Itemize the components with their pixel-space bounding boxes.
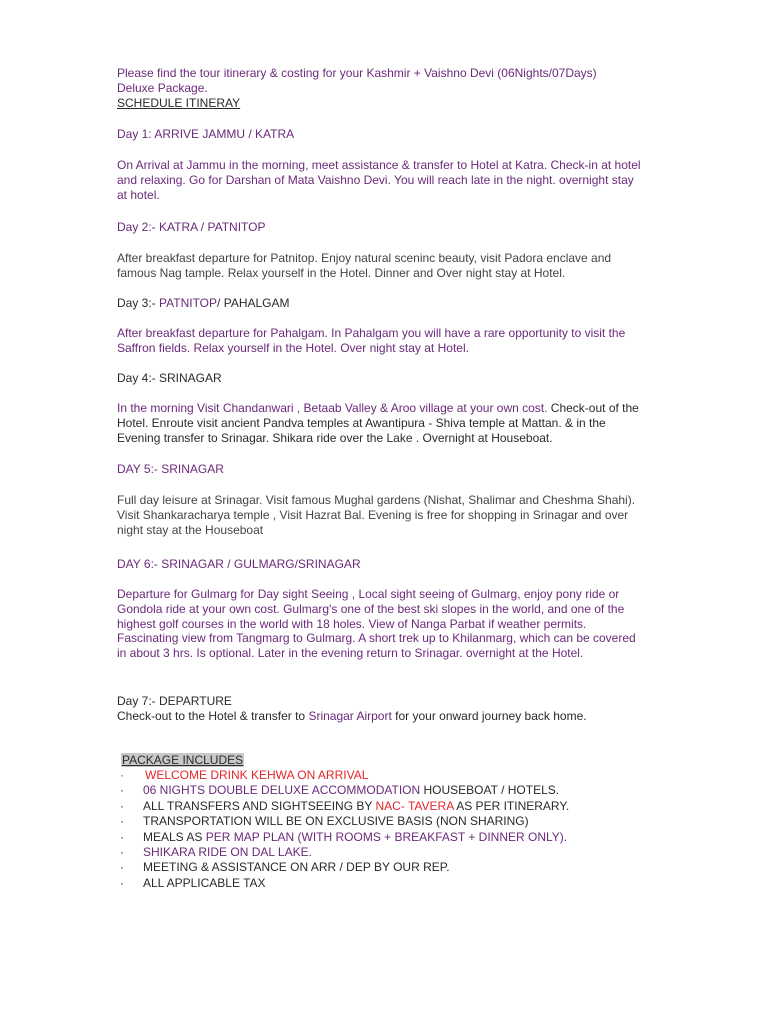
day-4-title: Day 4:- SRINAGAR — [117, 371, 222, 385]
day-4-desc-part-2: Check-out of the Hotel. Enroute visit ancient Pandva temples at Awantipura - Shiva temple at Mattan. & in the Evening transfer to Srinagar. Shikara ride over the Lake . Overnight at Houseboat. — [117, 401, 639, 445]
list-item — [117, 860, 677, 875]
list-item — [117, 783, 677, 798]
day-3-title — [117, 296, 647, 311]
bullet: · — [120, 783, 124, 798]
package-includes-list — [117, 768, 677, 891]
bullet: · — [120, 844, 124, 859]
list-item — [117, 768, 677, 783]
intro-line-1: Please find the tour itinerary & costing for your Kashmir + Vaishno Devi (06Nights/07Days) — [117, 66, 597, 80]
bullet: · — [120, 860, 124, 875]
day-1-description: On Arrival at Jammu in the morning, meet assistance & transfer to Hotel at Katra. Check-in at hotel and relaxing. Go for Darshan of Mata Vaishno Devi. You will reach late in the night. overnight stay at hotel. — [117, 158, 641, 202]
day-7-desc-part-1: Check-out to the Hotel & transfer to — [117, 709, 309, 723]
intro-line-2: Deluxe Package. — [117, 80, 208, 95]
day-6-title: DAY 6:- SRINAGAR / GULMARG/SRINAGAR — [117, 557, 361, 571]
include-accommodation: 06 NIGHTS DOUBLE DELUXE ACCOMMODATION — [143, 783, 421, 798]
day-7-description — [117, 709, 647, 724]
day-7-airport: Srinagar Airport — [308, 709, 392, 723]
bullet: · — [120, 814, 124, 829]
day-4-desc-part-1: In the morning Visit Chandanwari , Betaab Valley & Aroo village at your own cost. — [117, 401, 551, 415]
day-3-separator: / — [217, 296, 224, 310]
list-item — [117, 830, 677, 845]
day-7-title: Day 7:- DEPARTURE — [117, 694, 232, 708]
bullet: · — [120, 829, 124, 844]
day-4-description — [117, 401, 647, 445]
day-5-description: Full day leisure at Srinagar. Visit famous Mughal gardens (Nishat, Shalimar and Cheshma Shahi). Visit Shankaracharya temple , Visit Hazrat Bal. Evening is free for shopping in Srinagar and over night stay at the Houseboat — [117, 493, 636, 537]
include-shikara: SHIKARA RIDE ON DAL LAKE. — [143, 844, 312, 859]
list-item — [117, 799, 677, 814]
bullet: · — [120, 768, 124, 782]
day-3-place-2: PAHALGAM — [223, 296, 290, 310]
bullet: · — [120, 875, 124, 890]
package-includes-heading — [121, 753, 651, 768]
package-includes-label: PACKAGE INCLUDES — [122, 753, 244, 767]
day-2-title: Day 2:- KATRA / PATNITOP — [117, 220, 266, 234]
include-meals-prefix: MEALS AS — [143, 829, 206, 844]
include-vehicle: NAC- TAVERA — [375, 798, 454, 813]
include-transfers: ALL TRANSFERS AND SIGHTSEEING BY — [143, 798, 376, 813]
list-item — [117, 814, 677, 829]
include-accommodation-type: HOUSEBOAT / HOTELS. — [420, 783, 560, 798]
include-welcome-drink: WELCOME DRINK KEHWA ON ARRIVAL — [145, 768, 369, 782]
day-6-description: Departure for Gulmarg for Day sight Seeing , Local sight seeing of Gulmarg, enjoy pony ride or Gondola ride at your own cost. Gulmarg's one of the best ski slopes in the world, and one of the highest golf courses in the world with 18 holes. View of Nanga Parbat if weather permits. Fascinating view from Tangmarg to Gulmarg. A short trek up to Khilanmarg, which can be covered in about 3 hrs. Is optional. Later in the evening return to Srinagar. overnight at the Hotel. — [117, 587, 636, 661]
list-item — [117, 845, 677, 860]
include-transfers-suffix: AS PER ITINERARY. — [453, 798, 570, 813]
day-2-description: After breakfast departure for Patnitop. Enjoy natural sceninc beauty, visit Padora enclave and famous Nag tample. Relax yourself in the Hotel. Dinner and Over night stay at Hotel. — [117, 251, 612, 280]
include-transportation: TRANSPORTATION WILL BE ON EXCLUSIVE BASIS (NON SHARING) — [143, 814, 529, 829]
schedule-heading: SCHEDULE ITINERAY — [117, 96, 241, 110]
day-5-title: DAY 5:- SRINAGAR — [117, 462, 224, 476]
day-3-description: After breakfast departure for Pahalgam. In Pahalgam you will have a rare opportunity to visit the Saffron fields. Relax yourself in the Hotel. Over night stay at Hotel. — [117, 326, 626, 355]
include-meals-plan: PER MAP PLAN (WITH ROOMS + BREAKFAST + DINNER ONLY). — [205, 829, 568, 844]
day-1-title: Day 1: ARRIVE JAMMU / KATRA — [117, 127, 295, 141]
list-item — [117, 876, 677, 891]
day-7-desc-part-2: for your onward journey back home. — [391, 709, 587, 723]
bullet: · — [120, 798, 124, 813]
day-3-prefix: Day 3:- — [117, 296, 160, 310]
day-3-place-1: PATNITOP — [159, 296, 218, 310]
include-tax: ALL APPLICABLE TAX — [143, 875, 266, 890]
intro-text — [117, 66, 647, 96]
include-meeting: MEETING & ASSISTANCE ON ARR / DEP BY OUR REP. — [143, 860, 450, 875]
